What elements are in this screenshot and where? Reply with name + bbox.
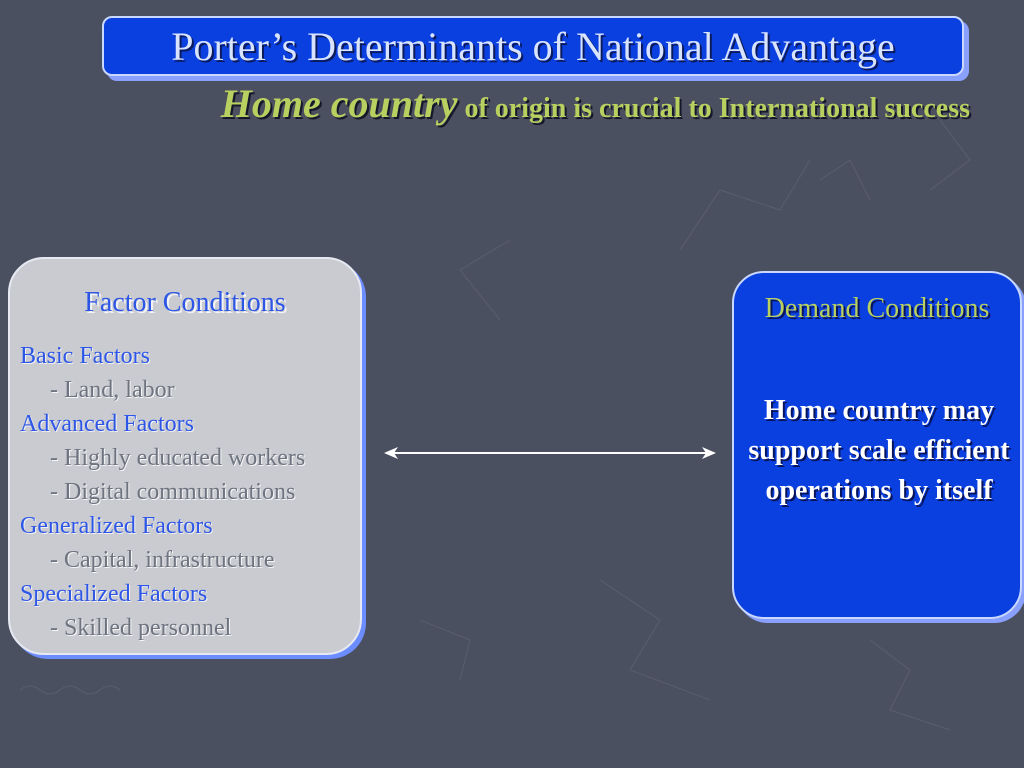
factor-heading: Advanced Factors <box>20 411 194 437</box>
factor-item: - Skilled personnel <box>50 615 232 641</box>
slide-subtitle <box>60 80 970 127</box>
subtitle-emphasis: Home country <box>220 81 458 126</box>
factor-item: - Digital communications <box>50 479 296 505</box>
factor-conditions-box <box>8 257 362 655</box>
title-banner <box>102 16 964 76</box>
factor-item: - Land, labor <box>50 377 175 403</box>
subtitle-rest: of origin is crucial to International success <box>457 93 970 124</box>
double-headed-arrow <box>384 444 716 462</box>
factor-list <box>20 339 360 645</box>
demand-conditions-box <box>732 271 1022 619</box>
factor-heading: Basic Factors <box>20 343 150 369</box>
slide-title: Porter’s Determinants of National Advantage <box>171 23 895 69</box>
demand-conditions-body: Home country may support scale efficient operations by itself <box>748 395 1010 506</box>
factor-heading: Specialized Factors <box>20 581 208 607</box>
factor-item: - Capital, infrastructure <box>50 547 275 573</box>
factor-heading: Generalized Factors <box>20 513 213 539</box>
factor-conditions-title: Factor Conditions <box>84 287 286 318</box>
factor-item: - Highly educated workers <box>50 445 306 471</box>
demand-conditions-title: Demand Conditions <box>764 293 990 324</box>
